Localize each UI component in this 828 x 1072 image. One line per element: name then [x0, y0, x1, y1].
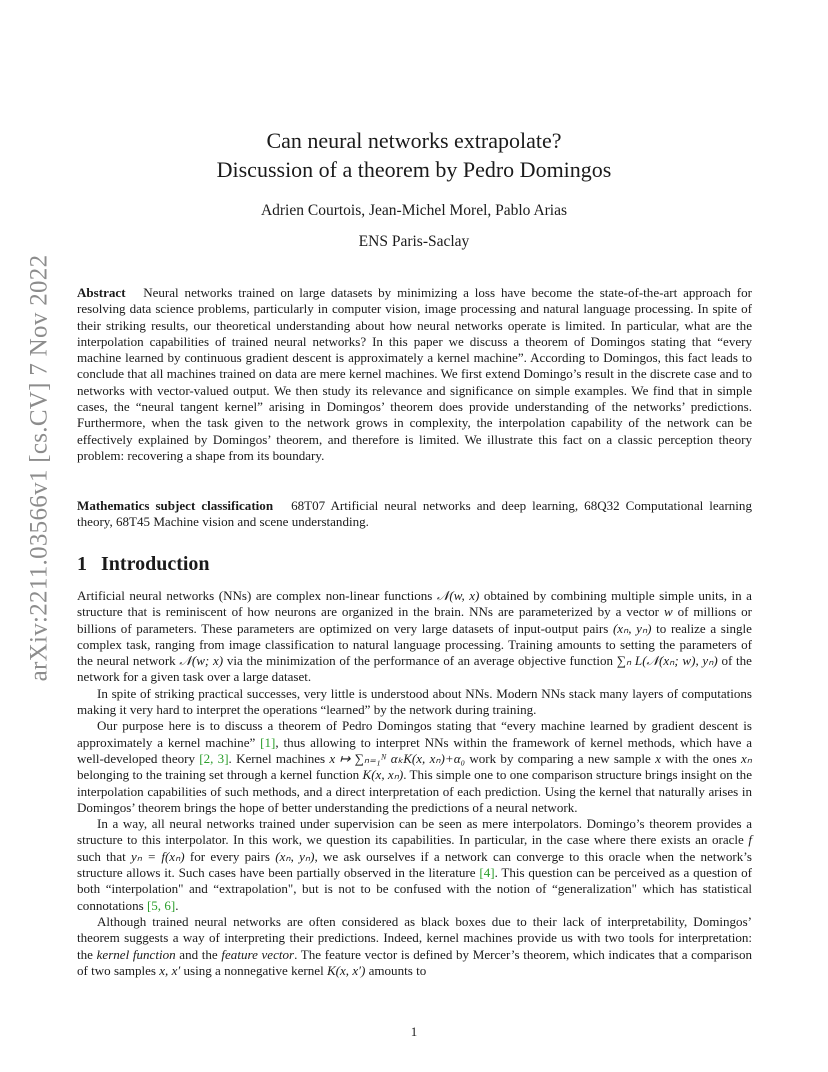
arxiv-identifier: arXiv:2211.03566v1 [cs.CV] 7 Nov 2022 — [25, 254, 52, 682]
math: x — [655, 750, 661, 766]
paragraph: Artificial neural networks (NNs) are complex non-linear functions 𝒩(w, x) obtained by combining multiple simple units, in a structure that is reminiscent of how neurons are organized in the brain. NNs are parameterized by a vector w of millions or billions of parameters. These parameters are optimized on very large datasets of input-output pairs (xₙ, yₙ) to realize a single complex task, ranging from image classification to natural language processing. Training amounts to setting the parameters of the neural network 𝒩(w; x) via the minimization of the performance of an average objective function ∑ₙ L(𝒩(xₙ; w), yₙ) of the network for a given task over a large dataset. — [77, 588, 752, 685]
paragraph: Although trained neural networks are often considered as black boxes due to their lack of interpretability, Domingos’ theorem suggests a way of interpreting their predictions. Indeed, kernel machines provide us with two tools for interpretation: the kernel function and the feature vector. The feature vector is defined by Mercer’s theorem, which indicates that a comparison of two samples x, x′ using a nonnegative kernel K(x, x′) amounts to — [77, 913, 753, 978]
emphasis: feature vector — [221, 946, 295, 962]
subject-classification — [77, 498, 752, 531]
page-number: 1 — [410, 1024, 418, 1039]
section-heading — [77, 553, 210, 576]
msc-label: Mathematics subject classification — [77, 498, 274, 513]
math: (xₙ, yₙ) — [275, 848, 315, 864]
paper-title-line-2: Discussion of a theorem by Pedro Domingos — [216, 157, 612, 182]
math: ∑ₙ L(𝒩(xₙ; w), yₙ) — [616, 653, 718, 669]
paragraph: In spite of striking practical successes, very little is understood about NNs. Modern NNs stack many layers of computations making it very hard to interpret the operations “learned” by the network during training. — [77, 685, 752, 718]
math: K(x, x′) — [326, 962, 366, 978]
math: x ↦ ∑ₙ₌₁ᴺ αₖK(x, xₙ)+α₀ — [329, 750, 466, 766]
emphasis: kernel function — [96, 946, 176, 962]
citation-link[interactable]: [1] — [260, 734, 276, 750]
citation-link[interactable]: [2, 3] — [199, 750, 229, 766]
math: x, x′ — [159, 962, 181, 978]
math: f — [748, 832, 752, 848]
paragraph: Our purpose here is to discuss a theorem of Pedro Domingos stating that “every machine learned by gradient descent is approximately a kernel machine” [1], thus allowing to interpret NNs within the framework of kernel methods, which have a well-developed theory [2, 3]. Kernel machines x ↦ ∑ₙ₌₁ᴺ αₖK(x, xₙ)+α₀ work by comparing a new sample x with the ones xₙ belonging to the training set through a kernel function K(x, xₙ). This simple one to one comparison structure brings insight on the interpolation capabilities of such methods, and a direct interpretation of each prediction. Using the kernel that naturally arises in Domingos’ theorem brings the hope of better understanding the predictions of a neural network. — [77, 718, 753, 815]
math: K(x, xₙ) — [362, 767, 404, 783]
citation-link[interactable]: [5, 6] — [146, 897, 176, 913]
arxiv-sidebar-stamp — [20, 254, 58, 682]
abstract-text: Neural networks trained on large datasets by minimizing a loss have become the state-of-the-art approach for resolving data science problems, particularly in computer vision, image processing and natural language processing. In spite of their striking results, our theoretical understanding about how neural networks operate is limited. In particular, what are the interpolation capabilities of trained neural networks? In this paper we discuss a theorem of Domingos stating that “every machine learned by continuous gradient descent is approximately a kernel machine”. According to Domingos, this fact leads to conclude that all machines trained on data are mere kernel machines. We first extend Domingo’s result in the discrete case and to networks with vector-valued output. We then study its relevance and significance on simple examples. We find that in simple cases, the “neural tangent kernel” arising in Domingos’ theorem does provide understanding of the networks’ predictions. Furthermore, when the task given to the network grows in complexity, the interpolation capability of the network can be effectively explained by Domingos’ theorem, and therefore is limited. We illustrate this fact on a classic perception theory problem: recovering a shape from its boundary. — [77, 285, 752, 463]
section-number: 1 — [77, 553, 87, 575]
math: yₙ = f(xₙ) — [131, 848, 185, 864]
paper-title-line-1: Can neural networks extrapolate? — [266, 128, 562, 153]
math: (xₙ, yₙ) — [612, 620, 652, 636]
section-title: Introduction — [101, 553, 210, 575]
msc-text: 68T07 Artificial neural networks and deep learning, 68Q32 Computational learning theory, 68T45 Machine vision and scene understanding. — [77, 498, 752, 530]
affiliation: ENS Paris-Saclay — [358, 233, 470, 250]
author-list: Adrien Courtois, Jean-Michel Morel, Pablo Arias — [260, 202, 568, 219]
math: 𝒩(w, x) — [436, 588, 480, 603]
math: xₙ — [740, 750, 752, 766]
abstract-label: Abstract — [77, 285, 126, 300]
paragraph: In a way, all neural networks trained under supervision can be seen as mere interpolators. Domingo’s theorem provides a structure to this interpolator. In this work, we question its capabilities. In particular, in the case where there exists an oracle f such that yₙ = f(xₙ) for every pairs (xₙ, yₙ), we ask ourselves if a network can converge to this oracle when the network’s structure allows it. Such cases have been partially observed in the literature [4]. This question can be perceived as a question of both “interpolation" and “extrapolation", but is not to be confused with the notion of “generalization" which has statistical connotations [5, 6]. — [77, 816, 753, 913]
math: w — [663, 604, 673, 620]
citation-link[interactable]: [4] — [479, 865, 495, 881]
math: 𝒩(w; x) — [179, 653, 224, 669]
abstract — [77, 285, 752, 464]
introduction-body — [77, 588, 752, 979]
